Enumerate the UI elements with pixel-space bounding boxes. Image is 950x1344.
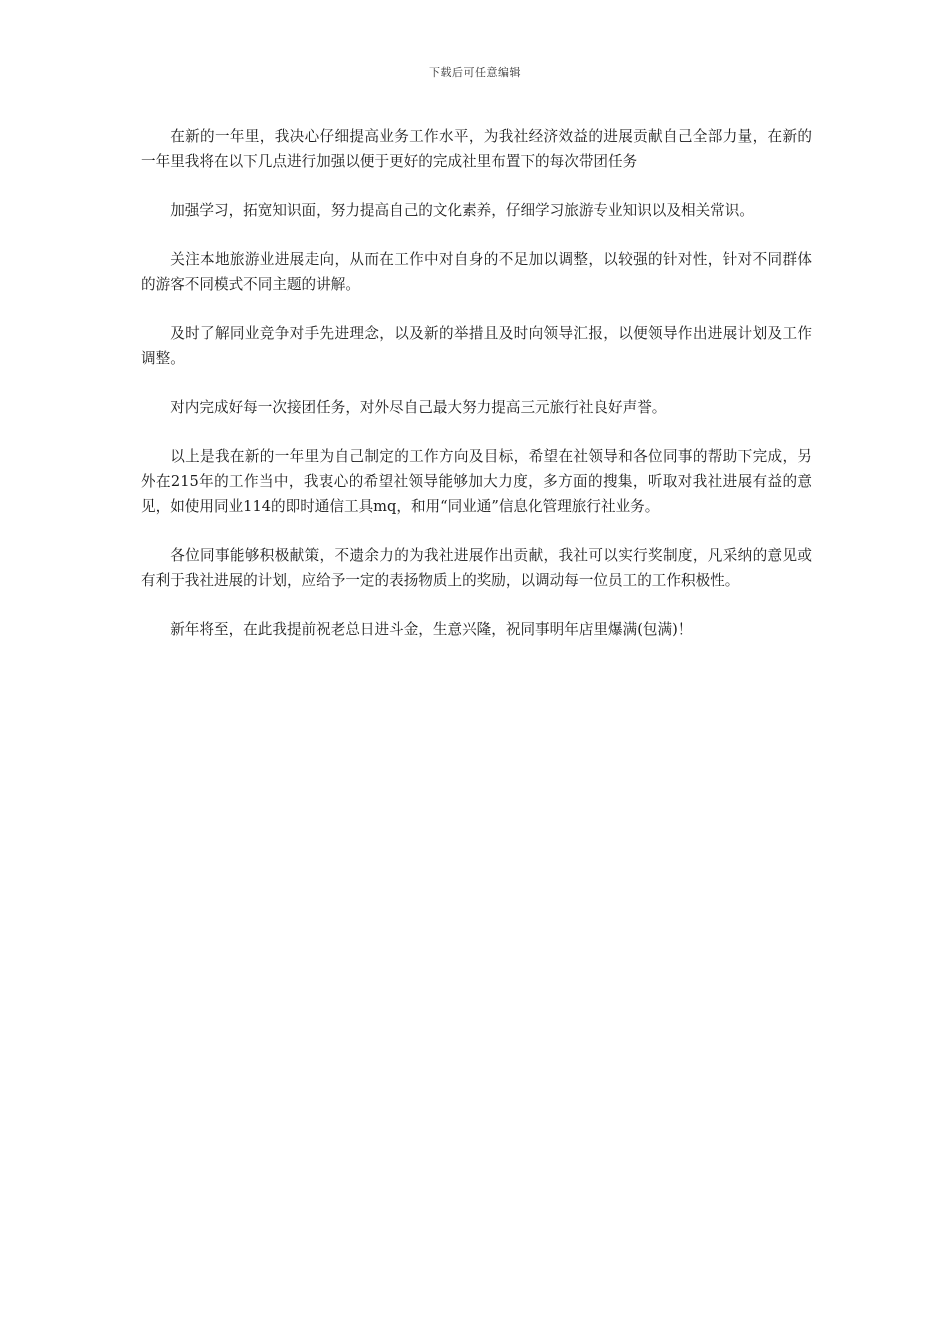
page-header-note: 下载后可任意编辑 (429, 66, 521, 79)
paragraph-tasks: 对内完成好每一次接团任务，对外尽自己最大努力提高三元旅行社良好声誉。 (170, 399, 667, 416)
paragraph-intro: 在新的一年里，我决心仔细提高业务工作水平，为我社经济效益的进展贡献自己全部力量，在新的一年里我将在以下几点进行加强以便于更好的完成社里布置下的每次带团任务 (141, 128, 812, 170)
document-body (141, 124, 812, 666)
paragraph-goals: 以上是我在新的一年里为自己制定的工作方向及目标，希望在社领导和各位同事的帮助下完成，另外在215年的工作当中，我衷心的希望社领导能够加大力度，多方面的搜集，听取对我社进展有益的意见，如使用同业114的即时通信工具mq，和用“同业通”信息化管理旅行社业务。 (141, 448, 812, 515)
paragraph-new-year-wishes: 新年将至，在此我提前祝老总日进斗金，生意兴隆，祝同事明年店里爆满(包满)！ (170, 621, 693, 638)
paragraph-competitors: 及时了解同业竞争对手先进理念，以及新的举措且及时向领导汇报，以便领导作出进展计划及工作调整。 (141, 325, 812, 367)
paragraph-suggestions: 各位同事能够积极献策，不遗余力的为我社进展作出贡献，我社可以实行奖制度，凡采纳的意见或有利于我社进展的计划，应给予一定的表扬物质上的奖励，以调动每一位员工的工作积极性。 (141, 547, 812, 589)
paragraph-local-tourism: 关注本地旅游业进展走向，从而在工作中对自身的不足加以调整，以较强的针对性，针对不同群体的游客不同模式不同主题的讲解。 (141, 251, 812, 293)
paragraph-study: 加强学习，拓宽知识面，努力提高自己的文化素养，仔细学习旅游专业知识以及相关常识。 (170, 202, 754, 219)
